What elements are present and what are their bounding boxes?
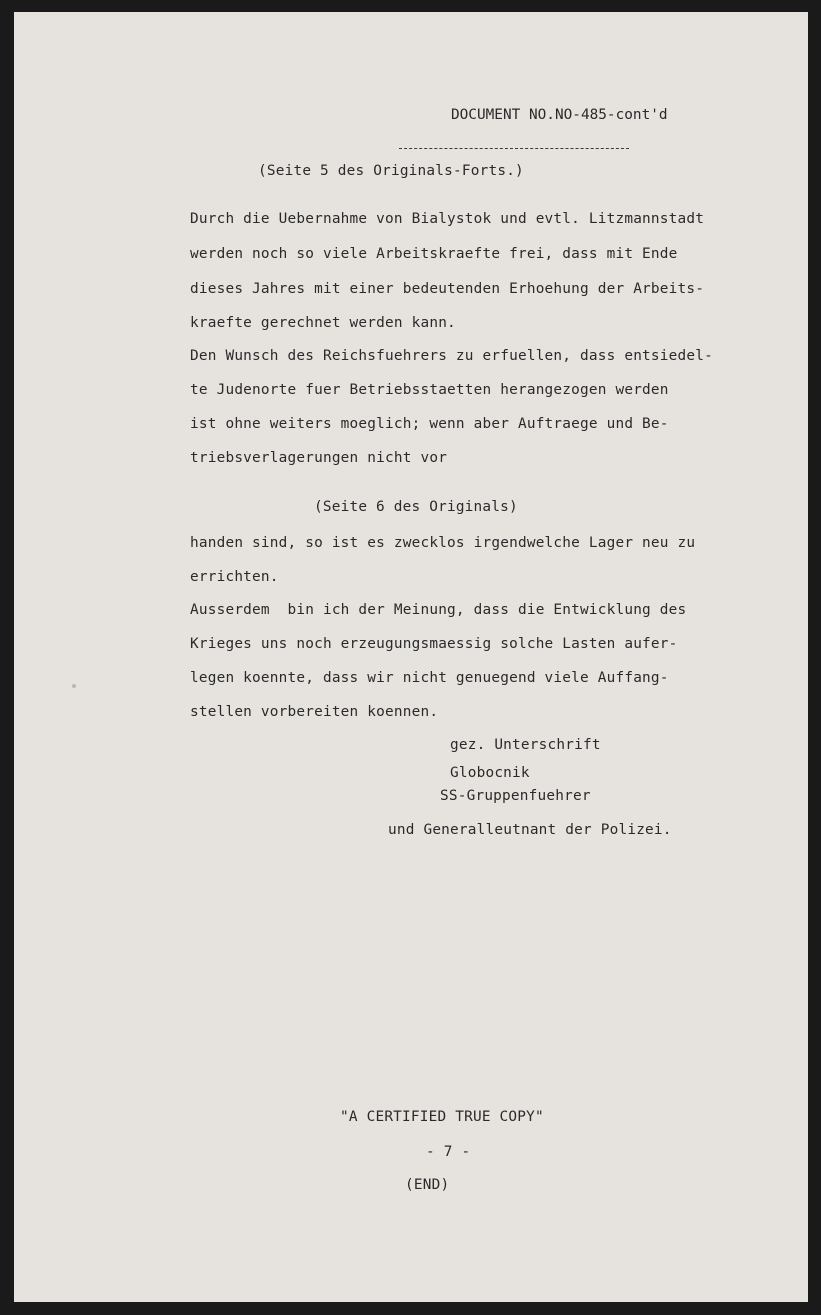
paragraph3-line1: handen sind, so ist es zwecklos irgendwelche Lager neu zu [190, 535, 696, 551]
paragraph1-line2: werden noch so viele Arbeitskraefte frei, dass mit Ende [190, 246, 678, 262]
certification-text: "A CERTIFIED TRUE COPY" [340, 1109, 544, 1125]
paragraph4-line1: Ausserdem bin ich der Meinung, dass die Entwicklung des [190, 602, 687, 618]
paragraph2-line4: triebsverlagerungen nicht vor [190, 450, 448, 466]
signature-signed: gez. Unterschrift [450, 737, 601, 753]
paragraph1-line4: kraefte gerechnet werden kann. [190, 315, 456, 331]
end-mark: (END) [405, 1177, 450, 1193]
paragraph4-line3: legen koennte, dass wir nicht genuegend viele Auffang- [190, 670, 669, 686]
header-underline [399, 142, 629, 149]
paragraph4-line4: stellen vorbereiten koennen. [190, 704, 439, 720]
paragraph1-line3: dieses Jahres mit einer bedeutenden Erhoehung der Arbeits- [190, 281, 705, 297]
signature-rank: SS-Gruppenfuehrer [440, 788, 591, 804]
paragraph2-line3: ist ohne weiters moeglich; wenn aber Auftraege und Be- [190, 416, 669, 432]
paragraph4-line2: Krieges uns noch erzeugungsmaessig solche Lasten aufer- [190, 636, 678, 652]
signature-name: Globocnik [450, 765, 530, 781]
paper-speck [72, 684, 76, 688]
paragraph1-line1: Durch die Uebernahme von Bialystok und evtl. Litzmannstadt [190, 211, 705, 227]
signature-title: und Generalleutnant der Polizei. [388, 822, 672, 838]
page6-heading: (Seite 6 des Originals) [314, 499, 518, 515]
page5-heading: (Seite 5 des Originals-Forts.) [258, 163, 524, 179]
document-page [14, 12, 808, 1302]
paragraph3-line2: errichten. [190, 569, 279, 585]
document-number: DOCUMENT NO.NO-485-cont'd [450, 107, 668, 123]
page-number: - 7 - [426, 1144, 471, 1160]
paragraph2-line2: te Judenorte fuer Betriebsstaetten herangezogen werden [190, 382, 669, 398]
paragraph2-line1: Den Wunsch des Reichsfuehrers zu erfuellen, dass entsiedel- [190, 348, 713, 364]
